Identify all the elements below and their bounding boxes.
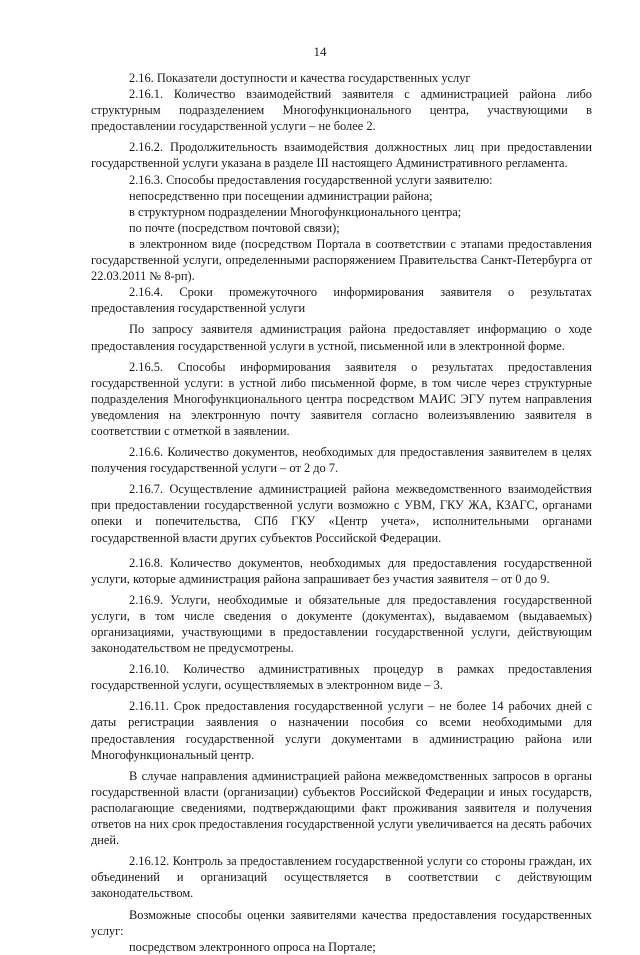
paragraph-2-16-6: 2.16.6. Количество документов, необходимых для предоставления заявителем в целях получения государственной услуги – от 2 до 7.: [91, 445, 592, 476]
paragraph-2-16-1: 2.16.1. Количество взаимодействий заявителя с администрацией района либо структурным подразделением Многофункционального центра, участвующими в предоставлении государственной услуги – не более 2.: [91, 87, 592, 134]
paragraph-2-16-3: 2.16.3. Способы предоставления государственной услуги заявителю:: [129, 172, 493, 187]
paragraph-2-16-4: 2.16.4. Сроки промежуточного информирования заявителя о результатах предоставления государственной услуги: [91, 285, 592, 316]
paragraph-2-16-2: 2.16.2. Продолжительность взаимодействия должностных лиц при предоставлении государственной услуги указана в разделе III настоящего Административного регламента.: [91, 140, 592, 171]
list-item-portal-survey: посредством электронного опроса на Портале;: [129, 939, 376, 954]
paragraph-request-info: По запросу заявителя администрация района предоставляет информацию о ходе предоставления государственной услуги в устной, письменной или в электронной форме.: [91, 322, 592, 353]
paragraph-2-16-10: 2.16.10. Количество административных процедур в рамках предоставления государственной услуги, осуществляемых в электронном виде – 3.: [91, 662, 592, 693]
paragraph-2-16-7: 2.16.7. Осуществление администрацией района межведомственного взаимодействия при предоставлении государственной услуги возможно с УВМ, ГКУ ЖА, КЗАГС, органами опеки и попечительства, СПб ГКУ «Центр учета», исполнительными органами государственной власти других субъектов Российской Федерации.: [91, 482, 592, 545]
paragraph-2-16-12: 2.16.12. Контроль за предоставлением государственной услуги со стороны граждан, их объединений и организаций осуществляется в соответствии с действующим законодательством.: [91, 854, 592, 901]
paragraph-2-16-5: 2.16.5. Способы информирования заявителя о результатах предоставления государственной услуги: в устной либо письменной форме, в том числе через структурные подразделения Многофункционального центра посредством МАИС ЭГУ путем направления уведомления на электронную почту заявителя согласно волеизъявлению заявителя в соответствии с отметкой в заявлении.: [91, 359, 592, 438]
paragraph-2-16-11: 2.16.11. Срок предоставления государственной услуги – не более 14 рабочих дней с даты регистрации заявления о назначении пособия со всеми необходимыми для предоставления государственной услуги документами в администрацию района или Многофункциональный центр.: [91, 699, 592, 762]
paragraph-evaluation-methods: Возможные способы оценки заявителями качества предоставления государственных услуг:: [91, 907, 592, 938]
paragraph-interagency-requests: В случае направления администрацией района межведомственных запросов в органы государственной власти (организации) субъектов Российской Федерации и иных государств, располагающие сведениями, подтверждающими факт проживания заявителя и получения ответов на них срок предоставления государственной услуги увеличивается на десять рабочих дней.: [91, 768, 592, 848]
list-item-mfc: в структурном подразделении Многофункционального центра;: [129, 204, 462, 219]
document-body: [91, 70, 592, 955]
list-item-electronic: в электронном виде (посредством Портала в соответствии с этапами предоставления государственной услуги, определенными распоряжением Правительства Санкт-Петербурга от 22.03.2011 № 8-рп).: [91, 236, 592, 284]
page-number: 14: [313, 44, 327, 59]
paragraph-2-16-heading: 2.16. Показатели доступности и качества государственных услуг: [129, 71, 471, 85]
list-item-administration: непосредственно при посещении администрации района;: [129, 188, 433, 203]
paragraph-2-16-9: 2.16.9. Услуги, необходимые и обязательные для предоставления государственной услуги, в том числе сведения о документе (документах), выдаваемом (выдаваемых) организациями, участвующими в предоставлении государственной услуги, действующим законодательством не предусмотрены.: [91, 592, 592, 656]
paragraph-2-16-8: 2.16.8. Количество документов, необходимых для предоставления государственной услуги, которые администрация района запрашивает без участия заявителя – от 0 до 9.: [91, 555, 592, 586]
list-item-post: по почте (посредством почтовой связи);: [129, 220, 340, 235]
